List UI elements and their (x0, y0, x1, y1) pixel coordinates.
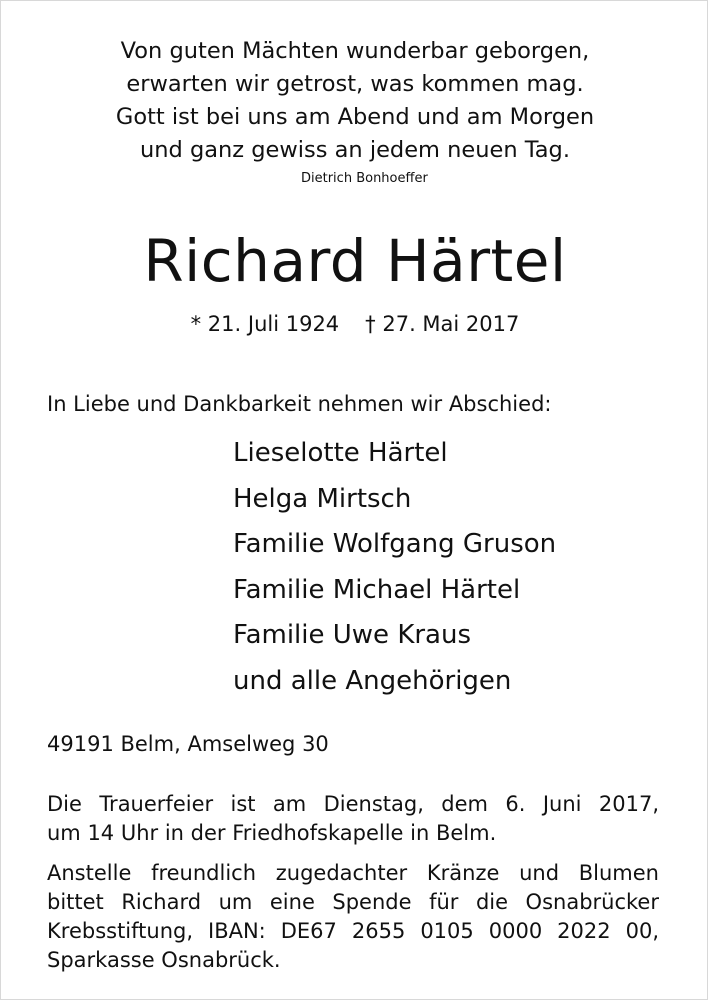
donation-info (47, 859, 659, 975)
mourner-name: Lieselotte Härtel (233, 438, 448, 468)
birth-date: * 21. Juli 1924 (190, 312, 340, 336)
mourner-name: Familie Uwe Kraus (233, 620, 472, 650)
mourner-name: und alle Angehörigen (233, 665, 512, 696)
donation-info-line: Krebsstiftung, IBAN: DE67 2655 0105 0000 2022 00, (47, 919, 659, 943)
memorial-poem (1, 35, 708, 167)
farewell-intro: In Liebe und Dankbarkeit nehmen wir Abschied: (47, 392, 552, 416)
donation-info-line: Sparkasse Osnabrück. (47, 948, 281, 972)
mourner-name: Helga Mirtsch (233, 483, 412, 514)
poem-line: erwarten wir getrost, was kommen mag. (126, 71, 584, 97)
poem-line: Gott ist bei uns am Abend und am Morgen (115, 104, 595, 130)
funeral-info-line: um 14 Uhr in der Friedhofskapelle in Belm. (47, 821, 497, 845)
family-address: 49191 Belm, Amselweg 30 (47, 732, 329, 756)
life-dates (1, 312, 708, 336)
funeral-info (47, 790, 659, 848)
deceased-name: Richard Härtel (143, 227, 567, 295)
poem-line: und ganz gewiss an jedem neuen Tag. (140, 137, 570, 163)
donation-info-line: bittet Richard um eine Spende für die Osnabrücker (47, 890, 659, 914)
donation-info-line: Anstelle freundlich zugedachter Kränze und Blumen (47, 861, 659, 885)
death-date: † 27. Mai 2017 (365, 312, 520, 336)
funeral-info-line: Die Trauerfeier ist am Dienstag, dem 6. Juni 2017, (47, 792, 659, 816)
poem-line: Von guten Mächten wunderbar geborgen, (120, 38, 590, 64)
mourner-name: Familie Michael Härtel (233, 574, 521, 605)
mourner-list (233, 431, 556, 704)
poem-author: Dietrich Bonhoeffer (301, 171, 428, 186)
mourner-name: Familie Wolfgang Gruson (233, 529, 557, 559)
